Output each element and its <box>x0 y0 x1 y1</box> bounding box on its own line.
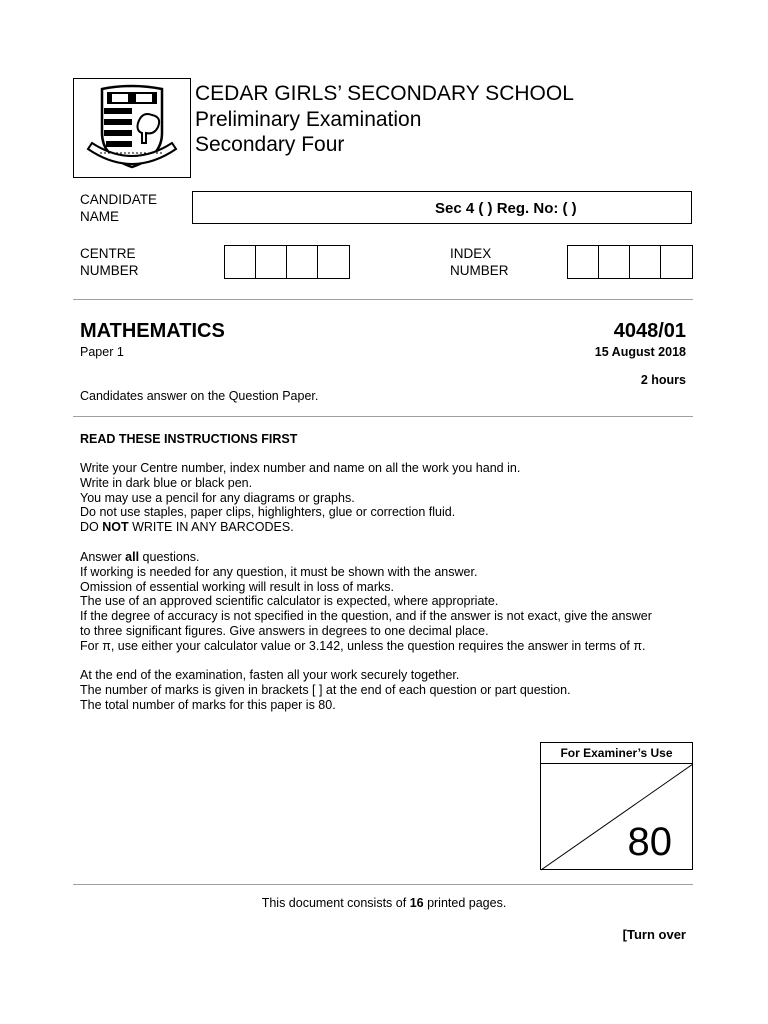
index-number-cell[interactable] <box>599 246 630 278</box>
instruction-line: Omission of essential working will result in loss of marks. <box>80 579 394 594</box>
turn-over-note: [Turn over <box>622 927 686 942</box>
instruction-line: For π, use either your calculator value or 3.142, unless the question requires the answer in terms of π. <box>80 638 646 653</box>
divider <box>73 299 693 300</box>
instruction-line: The total number of marks for this paper is 80. <box>80 697 336 712</box>
candidate-name-field[interactable] <box>192 191 692 224</box>
centre-number-label: CENTRE NUMBER <box>80 246 139 278</box>
instruction-line: You may use a pencil for any diagrams or graphs. <box>80 490 355 505</box>
instruction-line: to three significant figures. Give answers in degrees to one decimal place. <box>80 623 489 638</box>
exam-date: 15 August 2018 <box>594 345 686 359</box>
examiner-marks-box <box>540 763 693 870</box>
instructions-block-1 <box>80 461 700 535</box>
paper-number: Paper 1 <box>80 345 124 359</box>
index-number-cell[interactable] <box>568 246 599 278</box>
instruction-line-barcodes: DO NOT WRITE IN ANY BARCODES. <box>80 520 294 535</box>
school-name: CEDAR GIRLS’ SECONDARY SCHOOL <box>195 82 574 105</box>
exam-duration: 2 hours <box>640 373 686 387</box>
sec-reg-text: Sec 4 ( ) Reg. No: ( ) <box>435 200 577 217</box>
instructions-block-3 <box>80 668 700 712</box>
index-number-cell[interactable] <box>630 246 661 278</box>
centre-number-field[interactable] <box>224 245 350 279</box>
index-number-label: INDEX NUMBER <box>450 246 509 278</box>
school-crest-icon <box>82 83 182 173</box>
centre-number-cell[interactable] <box>256 246 287 278</box>
instruction-line: Do not use staples, paper clips, highlighters, glue or correction fluid. <box>80 505 456 520</box>
page-count-note: This document consists of 16 printed pages. <box>261 896 507 910</box>
candidate-name-label: CANDIDATE NAME <box>80 192 158 224</box>
centre-number-cell[interactable] <box>318 246 349 278</box>
examiner-use-heading: For Examiner’s Use <box>540 742 693 764</box>
divider <box>73 884 693 885</box>
instructions-heading: READ THESE INSTRUCTIONS FIRST <box>80 432 298 446</box>
instruction-line: If working is needed for any question, it must be shown with the answer. <box>80 564 478 579</box>
exam-name: Preliminary Examination <box>195 108 422 131</box>
instruction-line: The use of an approved scientific calculator is expected, where appropriate. <box>80 594 499 609</box>
centre-number-cell[interactable] <box>287 246 318 278</box>
index-number-field[interactable] <box>567 245 693 279</box>
divider <box>73 416 693 417</box>
instruction-line-answer-all: Answer all questions. <box>80 550 200 564</box>
instruction-line: Write your Centre number, index number and name on all the work you hand in. <box>80 461 521 475</box>
level-name: Secondary Four <box>195 133 345 156</box>
total-marks: 80 <box>627 820 672 864</box>
answer-note: Candidates answer on the Question Paper. <box>80 389 319 403</box>
instruction-line: The number of marks is given in brackets [ ] at the end of each question or part question. <box>80 682 571 697</box>
subject-title: MATHEMATICS <box>80 320 225 342</box>
instruction-line: Write in dark blue or black pen. <box>80 475 253 490</box>
instructions-block-2 <box>80 550 700 654</box>
centre-number-cell[interactable] <box>225 246 256 278</box>
instruction-line: At the end of the examination, fasten all your work securely together. <box>80 668 460 682</box>
school-crest <box>73 78 191 178</box>
index-number-cell[interactable] <box>661 246 692 278</box>
instruction-line: If the degree of accuracy is not specified in the question, and if the answer is not exact, give the answer <box>80 609 652 624</box>
paper-code: 4048/01 <box>613 320 686 342</box>
